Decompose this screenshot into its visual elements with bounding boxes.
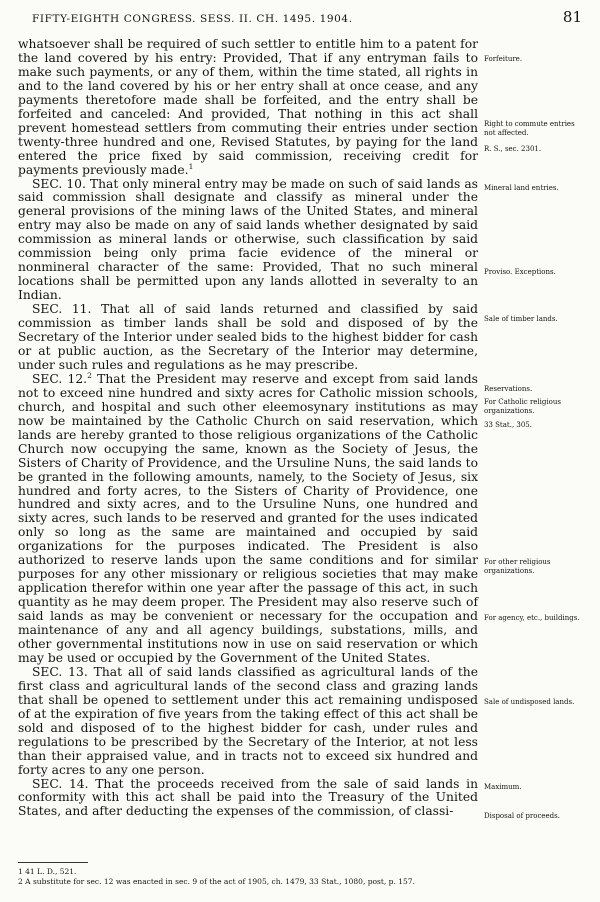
section-13: SEC. 13. That all of said lands classified as agricultural lands of the first class and agricultural lands of the second class and grazing lands that shall be opened to settlement under this act remaining undisposed of at the expiration of five years from the taking effect of this act shall be sold and disposed of to the highest bidder for cash, under rules and regulations to be prescribed by the Secretary of the Interior, at not less than their appraised value, and in tracts not to exceed six hundred and forty acres to any one person. xyxy=(18,664,478,777)
margin-note-reservations: Reservations. xyxy=(484,385,533,393)
page-header xyxy=(32,8,582,28)
page-number: 81 xyxy=(562,8,582,26)
paragraph-forfeiture xyxy=(18,38,478,178)
footnotes xyxy=(18,862,518,886)
footnote-rule xyxy=(18,862,88,863)
footnote-ref-1: 1 xyxy=(188,161,194,171)
footnote-1: 1 41 L. D., 521. xyxy=(18,867,77,876)
section-12-lead: SEC. 12. xyxy=(32,371,88,386)
margin-note-proviso: Proviso. Exceptions. xyxy=(484,268,556,276)
margin-note-agency: For agency, etc., buildings. xyxy=(484,614,580,622)
section-10: SEC. 10. That only mineral entry may be made on such of said lands as said commission shall designate and classify as mineral under the general provisions of the mining laws of the United States, and mineral entry may also be made on any of said lands whether designated by said commission as mineral lands or otherwise, such classification by said commission being only prima facie evidence of the mineral or nonmineral character of the same: Provided, That no such mineral locations shall be permitted upon any lands allotted in severalty to an Indian. xyxy=(18,176,478,303)
section-12 xyxy=(18,370,478,666)
margin-note-timber: Sale of timber lands. xyxy=(484,315,558,323)
margin-note-undisposed: Sale of undisposed lands. xyxy=(484,698,575,706)
margin-note-other-religious: For other religious organizations. xyxy=(484,558,551,575)
margin-note-commute: Right to commute entries not affected. xyxy=(484,120,575,137)
paragraph-text: whatsoever shall be required of such settler to entitle him to a patent for the land covered by his entry: Provided, That if any entryman fails to make such payments, or any of them, within the time stated, all rights in and to the land covered by his or her entry shall at once cease, and any payments theretofore made shall be forfeited, and the entry shall be forfeited and canceled: And provided, That nothing in this act shall prevent homestead settlers from commuting their entries under section twenty-three hundred and one, Revised Statutes, by paying for the land entered the price fixed by said commission, receiving credit for payments previously made. xyxy=(18,37,478,177)
section-14: SEC. 14. That the proceeds received from the sale of said lands in conformity with this act shall be paid into the Treasury of the United States, and after deducting the expenses of the commission, of classi- xyxy=(18,776,478,819)
running-title: FIFTY-EIGHTH CONGRESS. SESS. II. CH. 1495. 1904. xyxy=(32,13,353,25)
margin-note-33-stat-305: 33 Stat., 305. xyxy=(484,421,532,429)
margin-note-catholic: For Catholic religious organizations. xyxy=(484,398,561,415)
section-11: SEC. 11. That all of said lands returned and classified by said commission as timber lands shall be sold and disposed of by the Secretary of the Interior under sealed bids to the highest bidder for cash or at public auction, as the Secretary of the Interior may determine, under such rules and regulations as he may prescribe. xyxy=(18,302,478,372)
statute-body xyxy=(18,38,478,819)
footnote-ref-2: 2 xyxy=(87,370,92,380)
margin-note-rs-2301: R. S., sec. 2301. xyxy=(484,145,542,153)
margin-note-mineral: Mineral land entries. xyxy=(484,184,559,192)
margin-note-proceeds: Disposal of proceeds. xyxy=(484,812,560,820)
footnote-2: 2 A substitute for sec. 12 was enacted in sec. 9 of the act of 1905, ch. 1479, 33 Stat., 1080, post, p. 157. xyxy=(18,876,415,886)
margin-note-forfeiture: Forfeiture. xyxy=(484,55,523,63)
section-12-text: That the President may reserve and except from said lands not to exceed nine hundred and sixty acres for Catholic mission schools, church, and hospital and such other eleemosynary institutions as may now be maintained by the Catholic Church on said reservation, which lands are hereby granted to those religious organizations of the Catholic Church now occupying the same, known as the Society of Jesus, the Sisters of Charity of Providence, and the Ursuline Nuns, the said lands to be granted in the following amounts, namely, to the Society of Jesus, six hundred and forty acres, to the Sisters of Charity of Providence, one hundred and sixty acres, and to the Ursuline Nuns, one hundred and sixty acres, such lands to be reserved and granted for the uses indicated only so long as the same are maintained and occupied by said organizations for the purposes indicated. The President is also authorized to reserve lands upon the same conditions and for similar purposes for any other missionary or religious societies that may make application therefor within one year after the passage of this act, in such quantity as he may deem proper. The President may also reserve such of said lands as may be convenient or necessary for the occupation and maintenance of any and all agency buildings, substations, mills, and other governmental institutions now in use on said reservation or which may be used or occupied by the Government of the United States. xyxy=(18,371,478,665)
margin-note-maximum: Maximum. xyxy=(484,783,522,791)
